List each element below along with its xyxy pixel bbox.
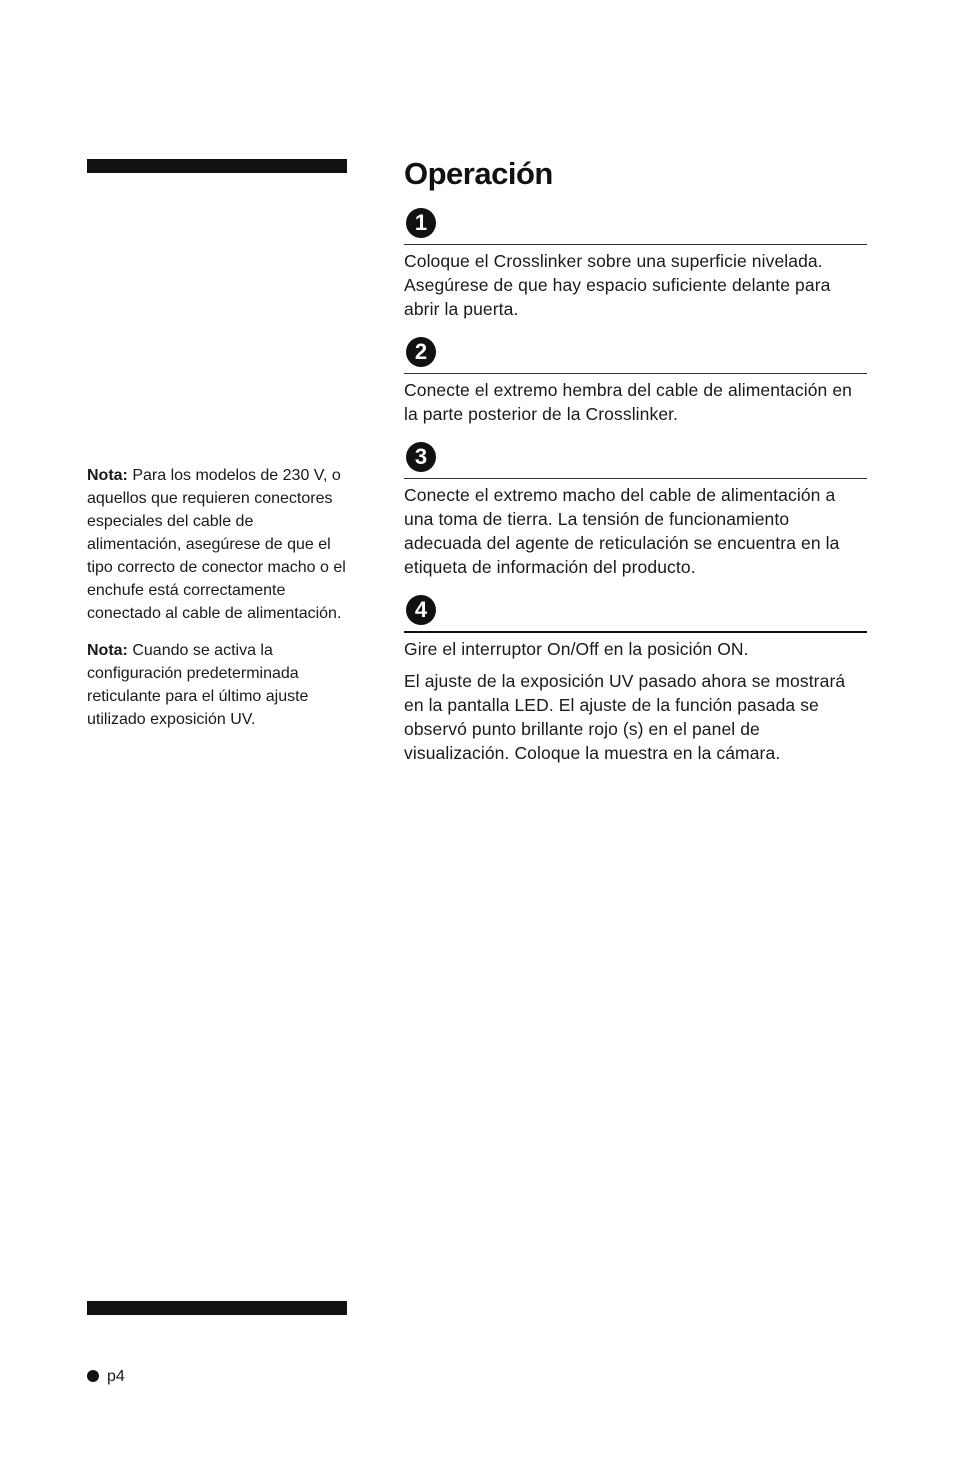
page-number: p4 xyxy=(107,1368,125,1385)
note-paragraph xyxy=(87,639,349,731)
step-header xyxy=(404,204,867,245)
step-number-badge: 4 xyxy=(406,595,436,625)
step-2 xyxy=(404,333,867,438)
step-body xyxy=(404,633,867,777)
step-header xyxy=(404,591,867,633)
note-text: Cuando se activa la configuración predeterminada reticulante para el último ajuste utilizado exposición UV. xyxy=(87,642,309,728)
step-body xyxy=(404,374,867,438)
step-4 xyxy=(404,591,867,777)
main-content xyxy=(404,152,867,777)
step-number-badge: 1 xyxy=(406,208,436,238)
page-footer xyxy=(87,1367,125,1387)
step-body xyxy=(404,245,867,333)
note-label: Nota: xyxy=(87,642,128,659)
step-text: Conecte el extremo macho del cable de alimentación a una toma de tierra. La tensión de funcionamiento adecuada del agente de reticulación se encuentra en la etiqueta de información del producto. xyxy=(404,485,840,577)
step-number-badge: 3 xyxy=(406,442,436,472)
step-header xyxy=(404,438,867,479)
step-1 xyxy=(404,204,867,333)
step-body xyxy=(404,479,867,591)
step-text: El ajuste de la exposición UV pasado ahora se mostrará en la pantalla LED. El ajuste de la función pasada se observó punto brillante rojo (s) en el panel de visualización. Coloque la muestra en la cámara. xyxy=(404,671,846,763)
step-number-badge: 2 xyxy=(406,337,436,367)
step-header xyxy=(404,333,867,374)
page-title: Operación xyxy=(404,156,553,191)
sidebar-top-rule xyxy=(87,159,347,173)
step-3 xyxy=(404,438,867,591)
step-text: Coloque el Crosslinker sobre una superficie nivelada. Asegúrese de que hay espacio suficiente delante para abrir la puerta. xyxy=(404,251,831,319)
sidebar-notes xyxy=(87,464,349,745)
step-text: Conecte el extremo hembra del cable de alimentación en la parte posterior de la Crosslinker. xyxy=(404,380,853,424)
note-label: Nota: xyxy=(87,467,128,484)
note-text: Para los modelos de 230 V, o aquellos que requieren conectores especiales del cable de alimentación, asegúrese de que el tipo correcto de conector macho o el enchufe está correctamente conectado al cable de alimentación. xyxy=(87,467,346,622)
sidebar-bottom-rule xyxy=(87,1301,347,1315)
note-paragraph xyxy=(87,464,349,625)
step-text: Gire el interruptor On/Off en la posición ON. xyxy=(404,639,749,659)
bullet-icon xyxy=(87,1370,99,1382)
